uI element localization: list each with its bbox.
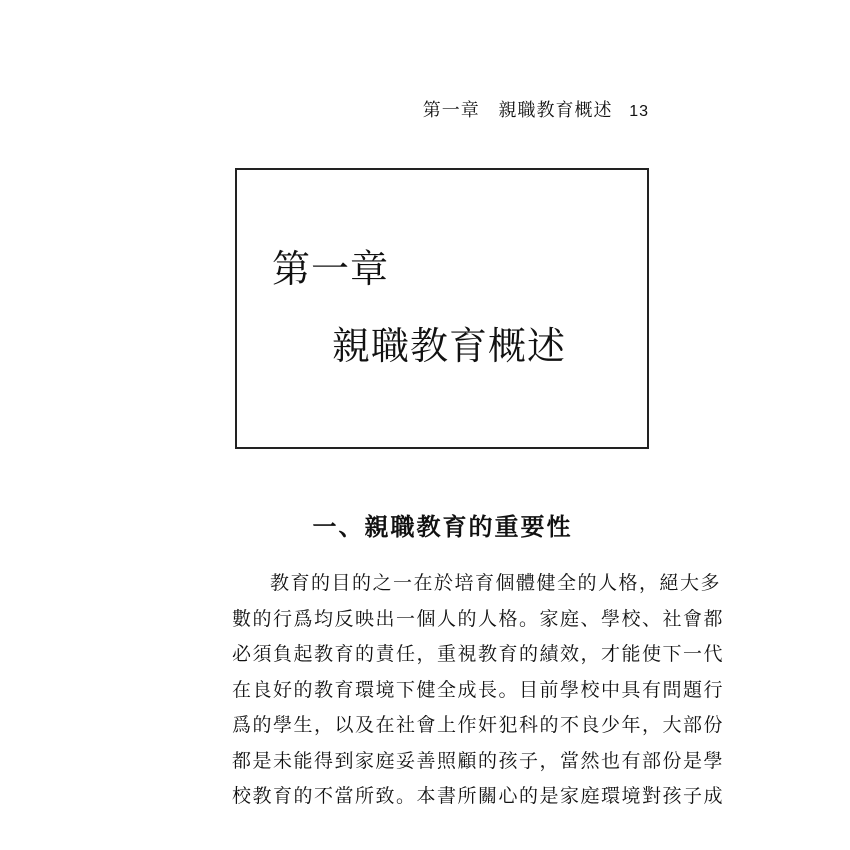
body-line: 在良好的教育環境下健全成長。目前學校中具有問題行 xyxy=(232,678,725,701)
body-line: 教育的目的之一在於培育個體健全的人格，絕大多 xyxy=(270,572,722,594)
chapter-label: 第一章 xyxy=(272,247,390,291)
body-line: 校教育的不當所致。本書所關心的是家庭環境對孩子成 xyxy=(232,785,725,807)
running-header xyxy=(423,96,649,122)
chapter-title: 親職教育概述 xyxy=(332,324,567,368)
header-chapter: 第一章 xyxy=(422,100,480,121)
body-line: 都是未能得到家庭妥善照顧的孩子，當然也有部份是學 xyxy=(232,749,725,772)
section-heading: 一、親職教育的重要性 xyxy=(312,513,573,541)
body-line: 爲的學生，以及在社會上作奸犯科的不良少年，大部份 xyxy=(232,714,725,736)
body-line: 必須負起教育的責任，重視教育的績效，才能使下一代 xyxy=(232,643,725,665)
chapter-title-box xyxy=(235,168,649,449)
header-title: 親職教育概述 xyxy=(498,100,613,121)
body-line: 數的行爲均反映出一個人的人格。家庭、學校、社會都 xyxy=(232,607,725,630)
page-number: 13 xyxy=(629,103,649,120)
body-paragraph xyxy=(232,566,725,815)
